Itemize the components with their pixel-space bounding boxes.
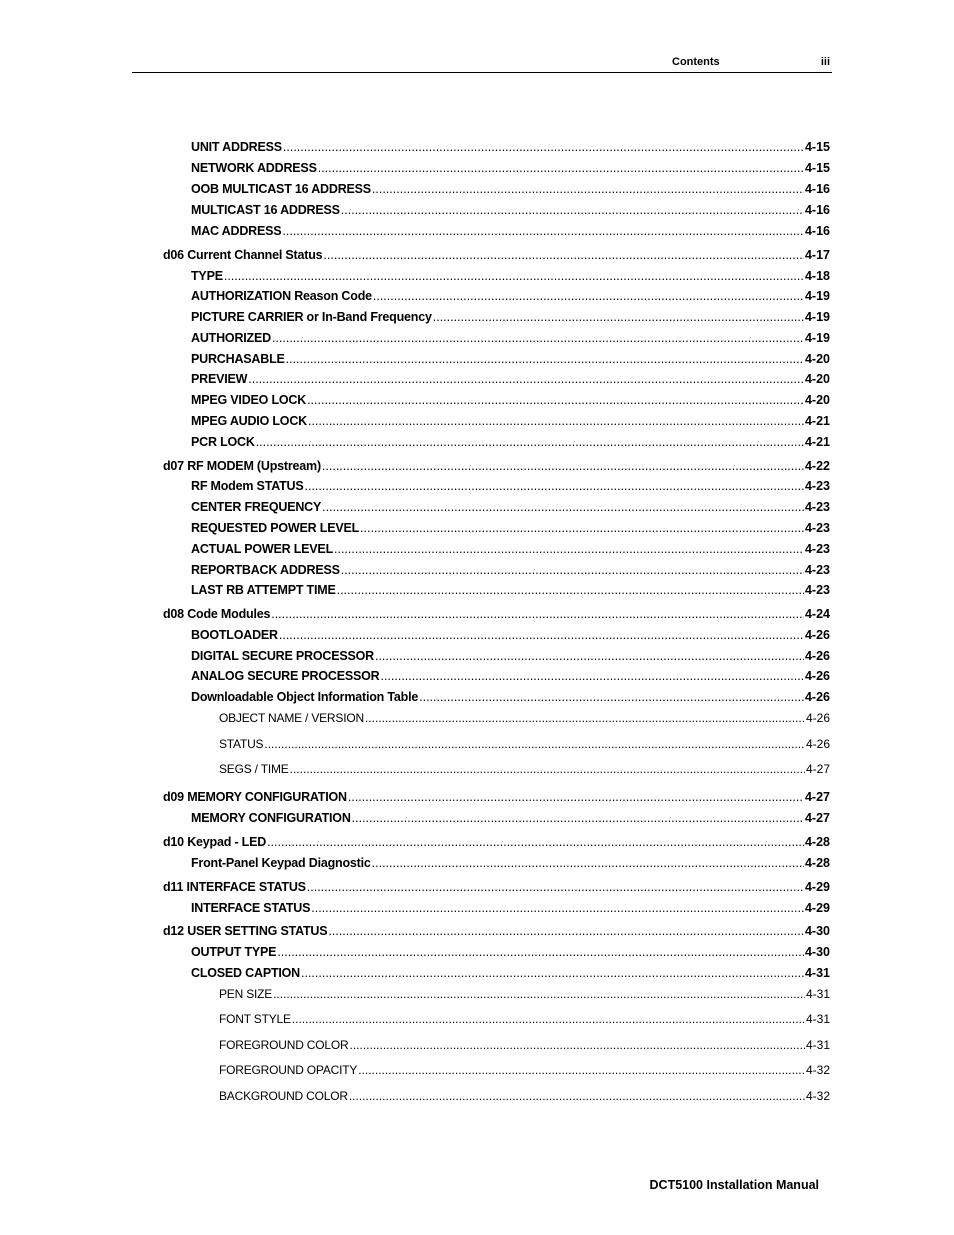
toc-entry[interactable] (219, 987, 830, 1002)
toc-entry[interactable] (163, 835, 830, 850)
toc-entry-title: TYPE (191, 269, 223, 283)
toc-entry[interactable] (191, 414, 830, 429)
toc-dot-leader (282, 224, 804, 239)
toc-dot-leader (277, 945, 804, 960)
toc-entry[interactable] (191, 269, 830, 284)
toc-dot-leader (375, 649, 804, 664)
toc-entry-page: 4-29 (804, 880, 830, 894)
toc-entry[interactable] (219, 1089, 830, 1104)
toc-entry-title: MPEG VIDEO LOCK (191, 393, 307, 407)
toc-entry[interactable] (191, 352, 830, 367)
toc-dot-leader (322, 500, 804, 515)
toc-entry-title: d11 INTERFACE STATUS (163, 880, 306, 894)
toc-entry-page: 4-18 (804, 269, 830, 283)
toc-dot-leader (256, 435, 804, 450)
toc-entry-title: CENTER FREQUENCY (191, 500, 322, 514)
toc-entry-page: 4-30 (804, 924, 830, 938)
toc-entry-page: 4-15 (804, 161, 830, 175)
toc-entry[interactable] (191, 435, 830, 450)
toc-entry-title: INTERFACE STATUS (191, 901, 311, 915)
header-page-number: iii (820, 56, 830, 68)
toc-entry-page: 4-16 (804, 182, 830, 196)
toc-entry[interactable] (191, 521, 830, 536)
toc-entry-page: 4-26 (804, 628, 830, 642)
toc-entry-title: AUTHORIZATION Reason Code (191, 289, 372, 303)
toc-entry-title: PREVIEW (191, 372, 248, 386)
page-header (132, 56, 832, 73)
toc-entry[interactable] (191, 628, 830, 643)
toc-entry-page: 4-31 (805, 1012, 830, 1026)
toc-entry[interactable] (219, 762, 830, 777)
toc-entry-page: 4-31 (805, 987, 830, 1001)
toc-entry-title: RF Modem STATUS (191, 479, 304, 493)
toc-entry-page: 4-23 (804, 521, 830, 535)
toc-entry[interactable] (219, 1063, 830, 1078)
toc-entry[interactable] (191, 690, 830, 705)
toc-entry[interactable] (191, 331, 830, 346)
toc-dot-leader (322, 459, 804, 474)
toc-entry-page: 4-17 (804, 248, 830, 262)
toc-entry-title: d07 RF MODEM (Upstream) (163, 459, 321, 473)
toc-entry-title: MPEG AUDIO LOCK (191, 414, 307, 428)
toc-dot-leader (290, 762, 805, 777)
toc-entry-title: d12 USER SETTING STATUS (163, 924, 328, 938)
toc-dot-leader (305, 479, 804, 494)
toc-entry-title: REPORTBACK ADDRESS (191, 563, 340, 577)
toc-entry[interactable] (191, 161, 830, 176)
toc-entry[interactable] (219, 1012, 830, 1027)
toc-entry[interactable] (191, 203, 830, 218)
toc-dot-leader (318, 161, 804, 176)
toc-entry[interactable] (163, 880, 830, 895)
toc-entry-title: NETWORK ADDRESS (191, 161, 317, 175)
toc-entry-title: PICTURE CARRIER or In-Band Frequency (191, 310, 432, 324)
toc-entry-title: PEN SIZE (219, 987, 273, 1001)
toc-entry-page: 4-26 (805, 711, 830, 725)
toc-dot-leader (360, 521, 804, 536)
toc-dot-leader (279, 628, 804, 643)
toc-entry-page: 4-20 (804, 352, 830, 366)
toc-entry[interactable] (191, 811, 830, 826)
toc-entry[interactable] (191, 649, 830, 664)
toc-entry[interactable] (191, 479, 830, 494)
toc-dot-leader (292, 1012, 805, 1027)
toc-entry-page: 4-24 (804, 607, 830, 621)
toc-entry[interactable] (219, 1038, 830, 1053)
toc-entry-page: 4-23 (804, 479, 830, 493)
toc-entry[interactable] (163, 924, 830, 939)
toc-entry[interactable] (163, 248, 830, 263)
toc-entry-title: Downloadable Object Information Table (191, 690, 419, 704)
toc-entry-title: DIGITAL SECURE PROCESSOR (191, 649, 374, 663)
toc-entry[interactable] (163, 607, 830, 622)
toc-entry-page: 4-23 (804, 542, 830, 556)
toc-entry-page: 4-23 (804, 583, 830, 597)
toc-dot-leader (273, 987, 805, 1002)
toc-dot-leader (349, 1038, 804, 1053)
header-section-title: Contents (672, 56, 720, 68)
toc-entry-page: 4-26 (804, 649, 830, 663)
toc-entry[interactable] (219, 737, 830, 752)
toc-dot-leader (307, 880, 804, 895)
toc-entry-page: 4-20 (804, 393, 830, 407)
toc-dot-leader (349, 1089, 805, 1104)
toc-dot-leader (323, 248, 804, 263)
toc-dot-leader (341, 563, 804, 578)
toc-dot-leader (372, 856, 804, 871)
toc-entry[interactable] (191, 372, 830, 387)
toc-entry-title: FOREGROUND COLOR (219, 1038, 349, 1052)
toc-entry-title: OOB MULTICAST 16 ADDRESS (191, 182, 371, 196)
toc-entry[interactable] (163, 790, 830, 805)
toc-entry[interactable] (191, 583, 830, 598)
toc-dot-leader (348, 790, 804, 805)
toc-entry-page: 4-21 (804, 414, 830, 428)
toc-dot-leader (358, 1063, 805, 1078)
toc-entry[interactable] (191, 289, 830, 304)
toc-entry-page: 4-20 (804, 372, 830, 386)
toc-entry-page: 4-23 (804, 500, 830, 514)
toc-entry[interactable] (219, 711, 830, 726)
toc-dot-leader (308, 414, 804, 429)
toc-entry[interactable] (191, 901, 830, 916)
toc-dot-leader (433, 310, 804, 325)
toc-entry-page: 4-27 (805, 762, 830, 776)
toc-entry-page: 4-16 (804, 224, 830, 238)
toc-entry-page: 4-28 (804, 835, 830, 849)
toc-entry-page: 4-15 (804, 140, 830, 154)
toc-dot-leader (248, 372, 804, 387)
toc-entry-page: 4-30 (804, 945, 830, 959)
toc-dot-leader (352, 811, 804, 826)
toc-entry-title: FOREGROUND OPACITY (219, 1063, 358, 1077)
toc-entry-page: 4-26 (804, 669, 830, 683)
toc-dot-leader (283, 140, 804, 155)
toc-dot-leader (380, 669, 803, 684)
toc-dot-leader (307, 393, 804, 408)
toc-entry-page: 4-19 (804, 289, 830, 303)
toc-entry-page: 4-28 (804, 856, 830, 870)
toc-entry[interactable] (191, 856, 830, 871)
toc-entry-page: 4-21 (804, 435, 830, 449)
toc-entry-title: MULTICAST 16 ADDRESS (191, 203, 340, 217)
toc-entry-title: ACTUAL POWER LEVEL (191, 542, 334, 556)
toc-entry[interactable] (191, 393, 830, 408)
toc-dot-leader (373, 289, 804, 304)
toc-entry-title: d09 MEMORY CONFIGURATION (163, 790, 347, 804)
toc-entry[interactable] (191, 563, 830, 578)
toc-dot-leader (286, 352, 804, 367)
toc-entry-title: MEMORY CONFIGURATION (191, 811, 351, 825)
toc-entry-page: 4-31 (805, 1038, 830, 1052)
toc-entry-title: REQUESTED POWER LEVEL (191, 521, 360, 535)
toc-dot-leader (264, 737, 805, 752)
toc-entry-page: 4-19 (804, 310, 830, 324)
toc-entry-title: OUTPUT TYPE (191, 945, 277, 959)
toc-entry-page: 4-26 (805, 737, 830, 751)
toc-entry-title: PCR LOCK (191, 435, 255, 449)
toc-entry[interactable] (191, 966, 830, 981)
toc-entry-title: FONT STYLE (219, 1012, 291, 1026)
toc-entry-title: BACKGROUND COLOR (219, 1089, 348, 1103)
toc-dot-leader (334, 542, 804, 557)
footer-manual-title: DCT5100 Installation Manual (649, 1178, 819, 1192)
toc-entry-page: 4-27 (804, 790, 830, 804)
toc-dot-leader (311, 901, 804, 916)
toc-entry-title: LAST RB ATTEMPT TIME (191, 583, 336, 597)
toc-entry[interactable] (191, 224, 830, 239)
toc-entry-page: 4-23 (804, 563, 830, 577)
toc-entry-page: 4-31 (804, 966, 830, 980)
toc-dot-leader (271, 607, 804, 622)
toc-dot-leader (419, 690, 804, 705)
toc-entry-title: d06 Current Channel Status (163, 248, 323, 262)
toc-dot-leader (372, 182, 804, 197)
toc-entry[interactable] (191, 500, 830, 515)
toc-entry-title: Front-Panel Keypad Diagnostic (191, 856, 371, 870)
toc-entry-title: BOOTLOADER (191, 628, 278, 642)
toc-dot-leader (267, 835, 804, 850)
toc-entry[interactable] (191, 310, 830, 325)
toc-dot-leader (328, 924, 804, 939)
toc-entry-title: AUTHORIZED (191, 331, 271, 345)
toc-entry-page: 4-26 (804, 690, 830, 704)
toc-entry-title: ANALOG SECURE PROCESSOR (191, 669, 380, 683)
toc-entry-title: OBJECT NAME / VERSION (219, 711, 364, 725)
toc-entry-title: d08 Code Modules (163, 607, 271, 621)
toc-entry-page: 4-32 (805, 1063, 830, 1077)
toc-dot-leader (224, 269, 804, 284)
toc-entry[interactable] (191, 140, 830, 155)
toc-entry[interactable] (163, 459, 830, 474)
toc-entry-title: STATUS (219, 737, 264, 751)
toc-entry[interactable] (191, 669, 830, 684)
toc-entry-title: SEGS / TIME (219, 762, 289, 776)
toc-entry-page: 4-16 (804, 203, 830, 217)
toc-entry-page: 4-32 (805, 1089, 830, 1103)
toc-entry[interactable] (191, 542, 830, 557)
toc-entry-title: CLOSED CAPTION (191, 966, 301, 980)
toc-entry[interactable] (191, 945, 830, 960)
toc-entry-page: 4-19 (804, 331, 830, 345)
toc-dot-leader (301, 966, 804, 981)
toc-entry-title: MAC ADDRESS (191, 224, 282, 238)
toc-entry-title: UNIT ADDRESS (191, 140, 282, 154)
toc-dot-leader (337, 583, 804, 598)
toc-entry-title: d10 Keypad - LED (163, 835, 267, 849)
toc-dot-leader (341, 203, 804, 218)
toc-entry[interactable] (191, 182, 830, 197)
toc-dot-leader (272, 331, 804, 346)
toc-entry-page: 4-27 (804, 811, 830, 825)
toc-entry-page: 4-22 (804, 459, 830, 473)
toc-entry-page: 4-29 (804, 901, 830, 915)
toc-entry-title: PURCHASABLE (191, 352, 285, 366)
toc-dot-leader (365, 711, 805, 726)
